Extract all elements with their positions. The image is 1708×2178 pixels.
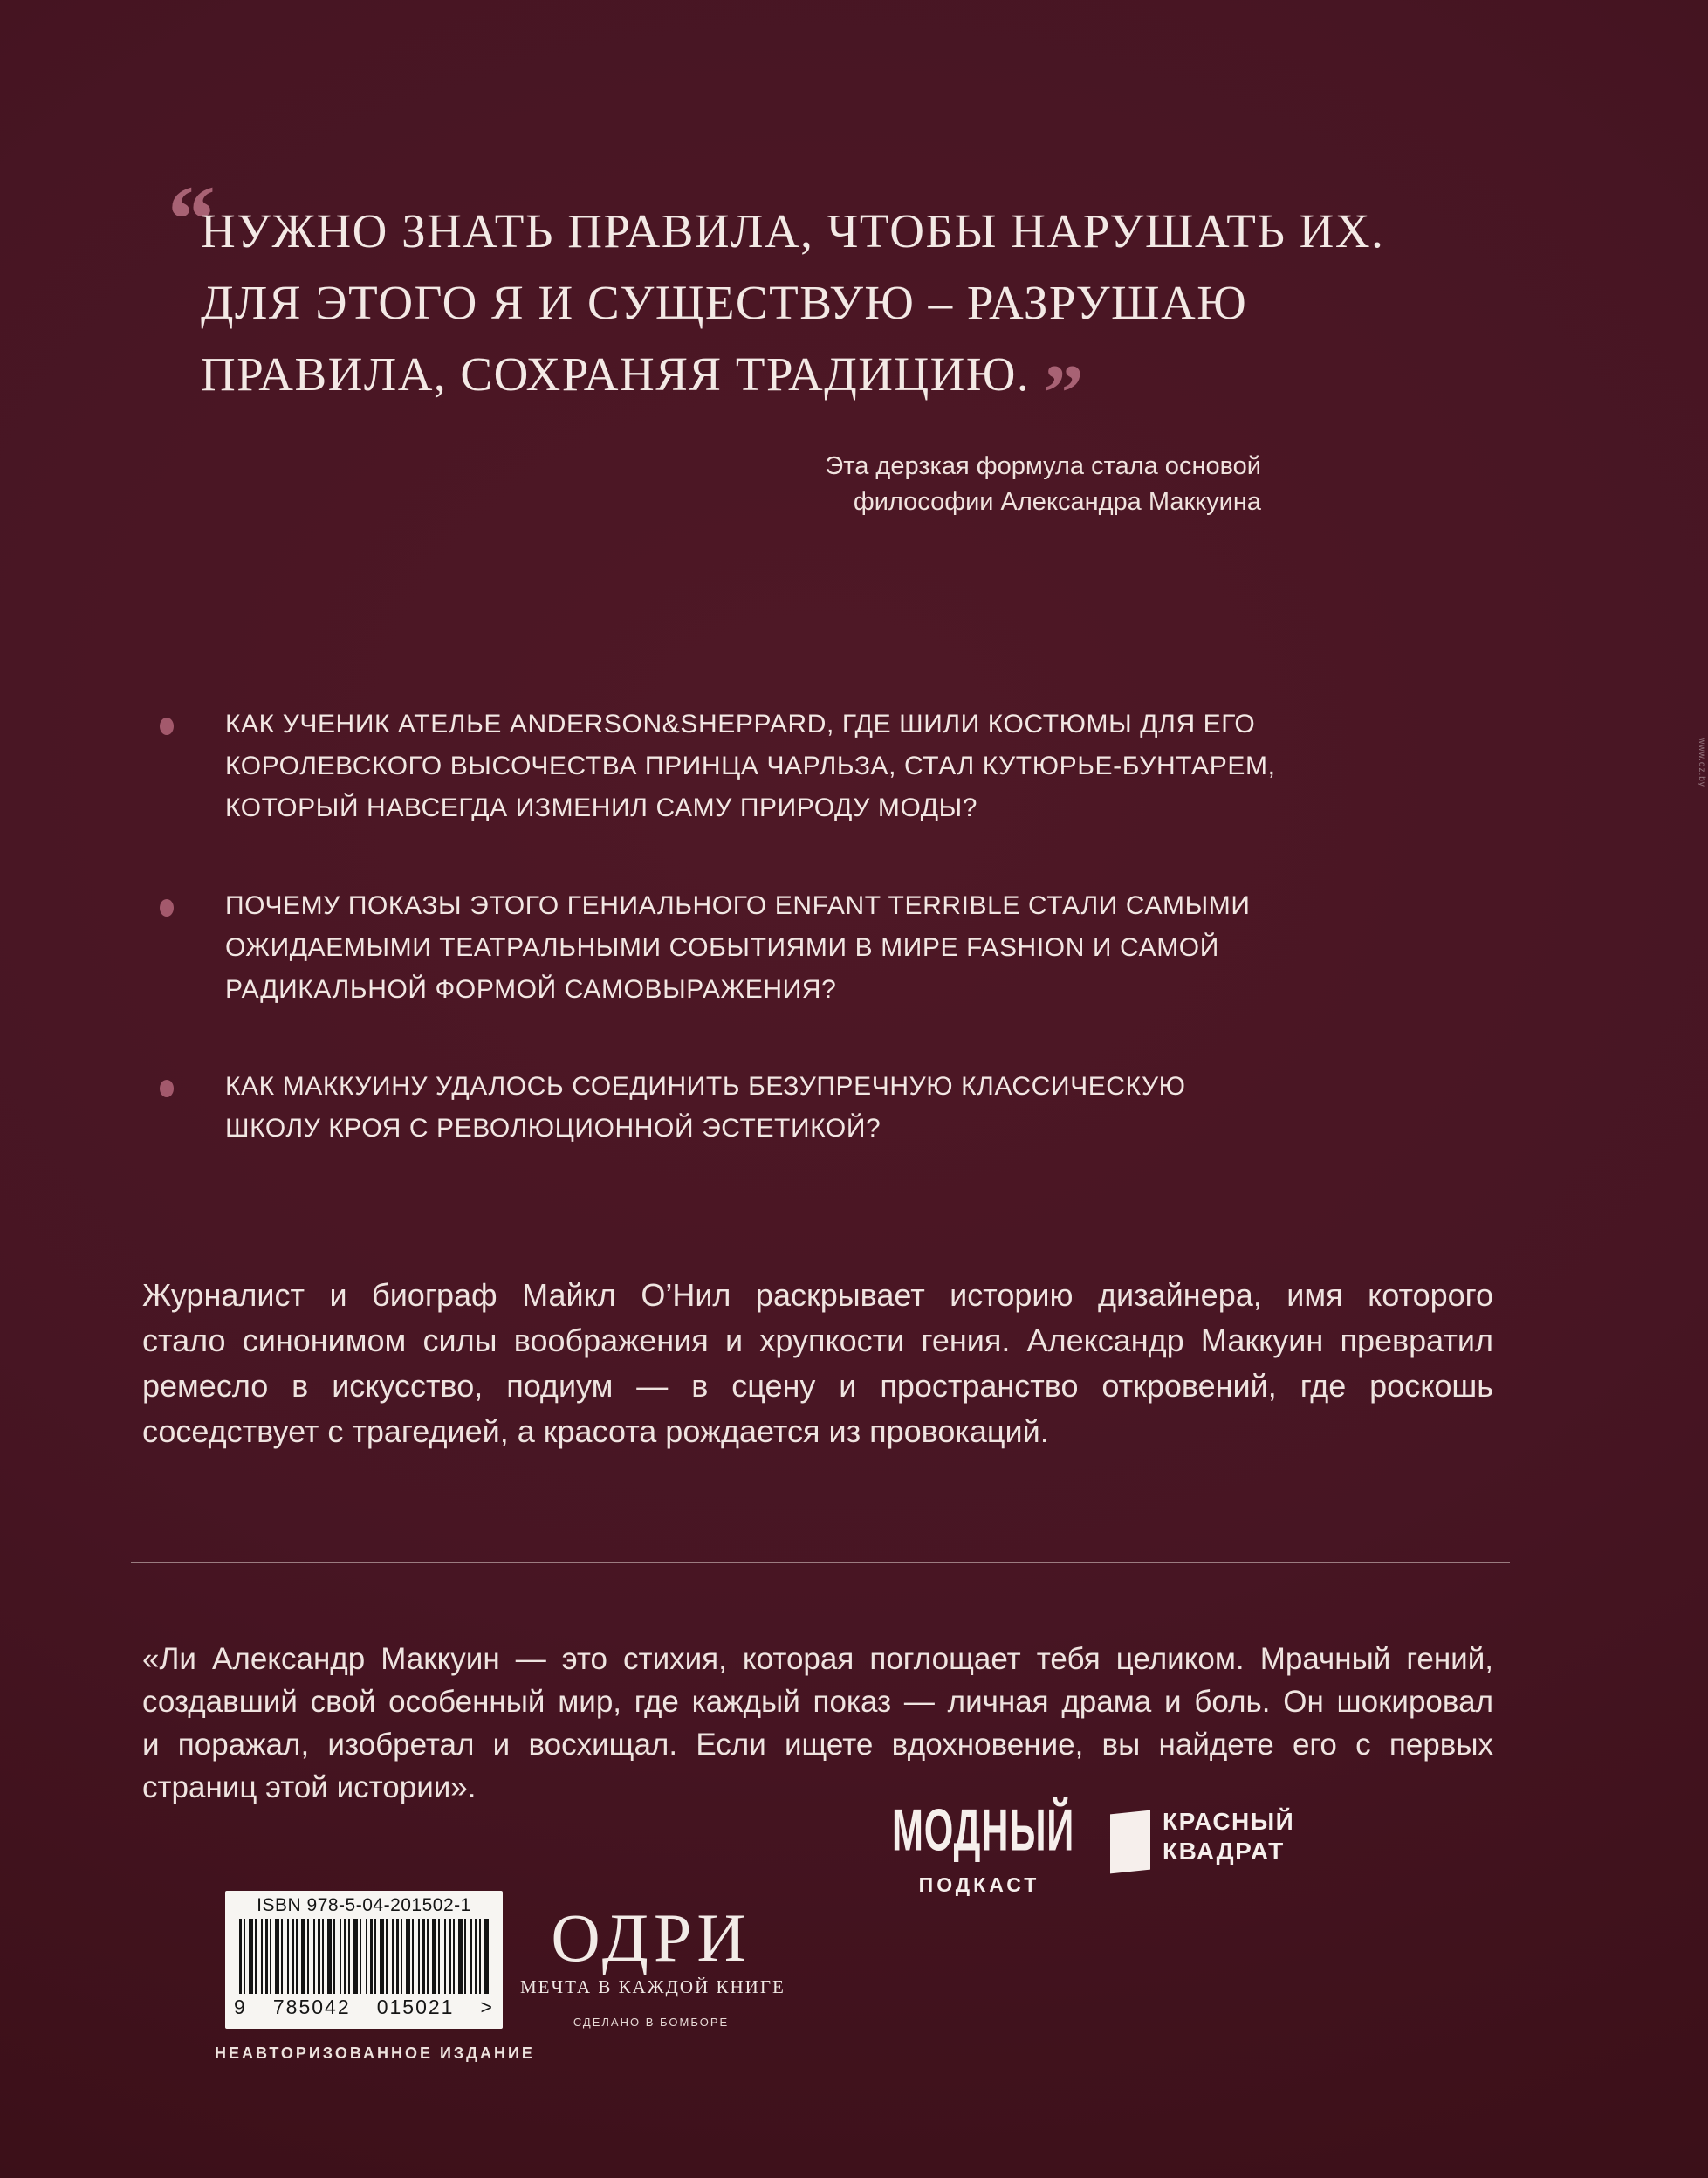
open-quote-icon: “ [168, 166, 216, 272]
bullet-item [225, 885, 1272, 1011]
description-paragraph [142, 1273, 1493, 1454]
review-line: страниц этой истории». [142, 1770, 477, 1804]
bullet-line: ПОЧЕМУ ПОКАЗЫ ЭТОГО ГЕНИАЛЬНОГО ENFANT TERRIBLE СТАЛИ САМЫМИ [225, 891, 1251, 920]
bullet-line: КАК МАККУИНУ УДАЛОСЬ СОЕДИНИТЬ БЕЗУПРЕЧНУЮ КЛАССИЧЕСКУЮ [225, 1072, 1186, 1101]
barcode-digit-group: 015021 [376, 1996, 455, 2018]
bullet-line: КАК УЧЕНИК АТЕЛЬЕ ANDERSON&SHEPPARD, ГДЕ ШИЛИ КОСТЮМЫ ДЛЯ ЕГО [225, 710, 1256, 739]
close-quote-icon: ” [1043, 348, 1084, 437]
krasny-kvadrat-line: КВАДРАТ [1163, 1838, 1285, 1865]
quote-attribution [825, 449, 1261, 520]
bullet-line: ОЖИДАЕМЫМИ ТЕАТРАЛЬНЫМИ СОБЫТИЯМИ В МИРЕ FASHION И САМОЙ [225, 933, 1219, 962]
barcode-digits [225, 1996, 503, 2019]
attribution-line: Эта дерзкая формула стала основой [825, 452, 1261, 480]
headline-line-text: ПРАВИЛА, СОХРАНЯЯ ТРАДИЦИЮ. [201, 347, 1031, 401]
section-divider [131, 1562, 1510, 1563]
bullet-line: КОТОРЫЙ НАВСЕГДА ИЗМЕНИЛ САМУ ПРИРОДУ МОДЫ? [225, 794, 978, 822]
bullet-item [225, 1066, 1272, 1150]
white-square-icon [1110, 1810, 1150, 1874]
krasny-kvadrat-wordmark [1163, 1807, 1294, 1872]
description-line: соседствует с трагедией, а красота рождается из провокаций. [142, 1413, 1049, 1449]
barcode-block [225, 1891, 503, 2029]
edition-note: НЕАВТОРИЗОВАННОЕ ИЗДАНИЕ [215, 2044, 535, 2062]
review-line: создавший свой особенный мир, где каждый показ — личная драма и боль. Он шокировал [142, 1685, 1493, 1719]
modny-podcast-wordmark: МОДНЫЙ [892, 1797, 1075, 1864]
barcode-digit-right: > [480, 1996, 494, 2018]
headline-quote [201, 196, 1385, 437]
description-line: ремесло в искусство, подиум — в сцену и пространство откровений, где роскошь [142, 1368, 1493, 1404]
barcode-bars-icon [239, 1919, 489, 1994]
barcode-digit-left: 9 [234, 1996, 247, 2018]
description-line: Журналист и биограф Майкл О’Нил раскрывает историю дизайнера, имя которого [142, 1277, 1493, 1313]
krasny-kvadrat-line: КРАСНЫЙ [1163, 1808, 1295, 1835]
bullet-dot-icon [160, 899, 174, 917]
modny-podcast-subtitle: ПОДКАСТ [918, 1873, 1040, 1896]
headline-line: ДЛЯ ЭТОГО Я И СУЩЕСТВУЮ – РАЗРУШАЮ [201, 276, 1248, 329]
attribution-line: философии Александра Маккуина [853, 488, 1261, 516]
barcode-digit-group: 785042 [272, 1996, 351, 2018]
isbn-text: ISBN 978-5-04-201502-1 [257, 1895, 471, 1915]
review-line: и поражал, изобретал и восхищал. Если ищете вдохновение, вы найдете его с первых [142, 1728, 1493, 1762]
publisher-logo [520, 1900, 785, 2029]
bullet-item [225, 704, 1276, 829]
bullet-line: КОРОЛЕВСКОГО ВЫСОЧЕСТВА ПРИНЦА ЧАРЛЬЗА, СТАЛ КУТЮРЬЕ-БУНТАРЕМ, [225, 752, 1276, 780]
bullet-dot-icon [160, 718, 174, 735]
publisher-made-in: СДЕЛАНО В БОМБОРЕ [573, 2016, 730, 2029]
publisher-tagline: МЕЧТА В КАЖДОЙ КНИГЕ [520, 1976, 785, 1997]
modny-podcast-logo [892, 1797, 1075, 1897]
description-line: стало синонимом силы воображения и хрупкости гения. Александр Маккуин превратил [142, 1323, 1493, 1358]
bullet-dot-icon [160, 1080, 174, 1097]
krasny-kvadrat-logo [1110, 1807, 1294, 1872]
review-paragraph [142, 1638, 1493, 1809]
bullet-line: РАДИКАЛЬНОЙ ФОРМОЙ САМОВЫРАЖЕНИЯ? [225, 975, 837, 1004]
headline-line: НУЖНО ЗНАТЬ ПРАВИЛА, ЧТОБЫ НАРУШАТЬ ИХ. [201, 204, 1385, 258]
bullet-line: ШКОЛУ КРОЯ С РЕВОЛЮЦИОННОЙ ЭСТЕТИКОЙ? [225, 1114, 881, 1143]
edge-watermark: www.oz.by [1697, 738, 1706, 787]
headline-line [201, 339, 1161, 437]
publisher-name: ОДРИ [551, 1900, 751, 1975]
review-line: «Ли Александр Маккуин — это стихия, которая поглощает тебя целиком. Мрачный гений, [142, 1642, 1493, 1676]
